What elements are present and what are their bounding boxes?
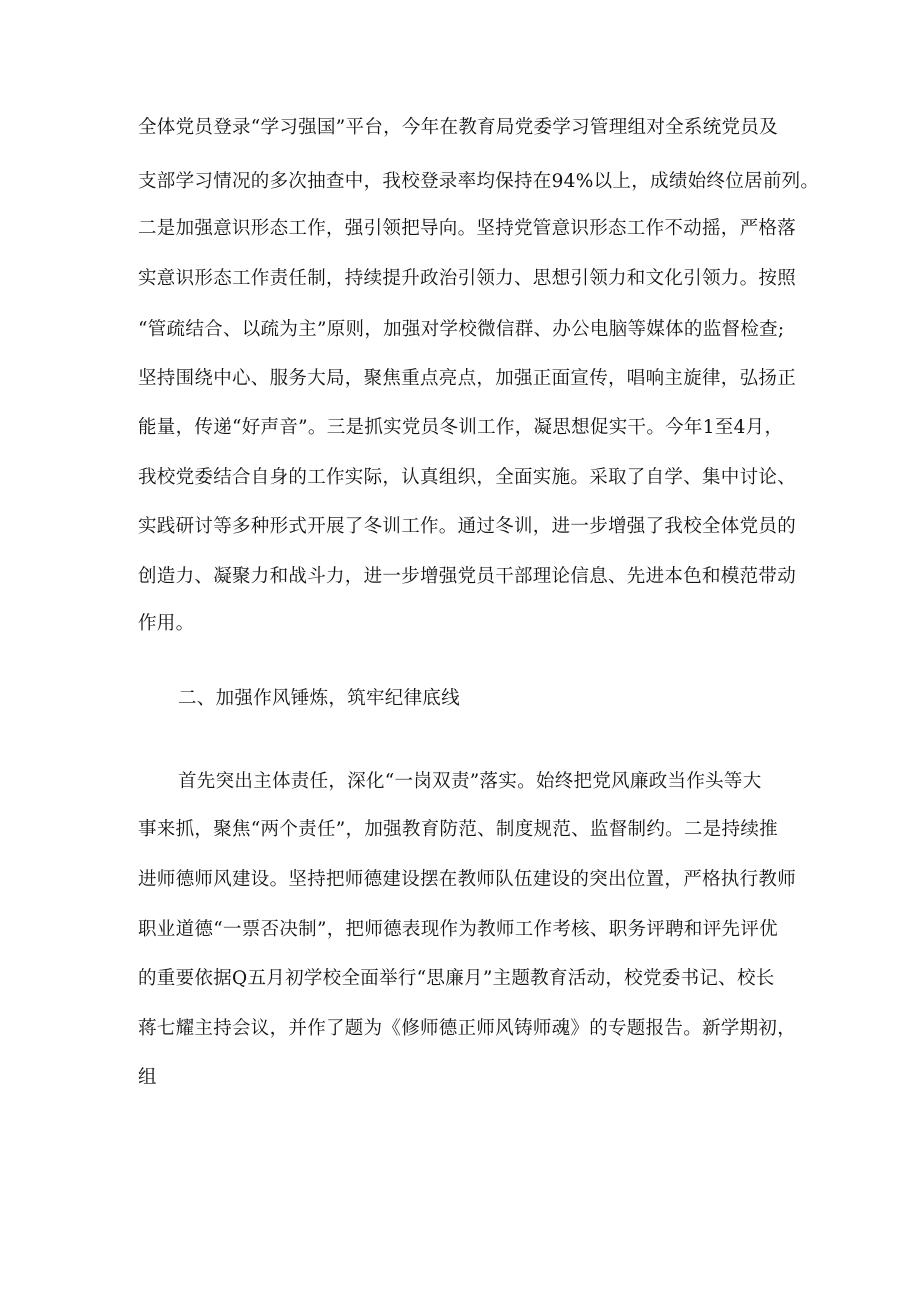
paragraph-line: 实践研讨等多种形式开展了冬训工作。通过冬训，进一步增强了我校全体党员的	[138, 516, 797, 537]
paragraph-line: 能量，传递“好声音”。三是抓实党员冬训工作，凝思想促实干。今年1至4月，	[138, 417, 784, 438]
paragraph-line: 创造力、凝聚力和战斗力，进一步增强党员干部理论信息、先进本色和模范带动	[138, 566, 797, 587]
paragraph-line: 首先突出主体责任，深化“一岗双责”落实。始终把党风廉政当作头等大	[178, 771, 762, 792]
section-heading: 二、加强作风锤炼，筑牢纪律底线	[178, 688, 461, 709]
paragraph-line: 支部学习情况的多次抽查中，我校登录率均保持在94%以上，成绩始终位居前列。	[138, 171, 820, 192]
paragraph-line: 全体党员登录“学习强国”平台，今年在教育局党委学习管理组对全系统党员及	[138, 117, 778, 138]
paragraph-line: 我校党委结合自身的工作实际，认真组织，全面实施。采取了自学、集中讨论、	[138, 467, 797, 488]
paragraph-line: 进师德师风建设。坚持把师德建设摆在教师队伍建设的突出位置，严格执行教师	[138, 869, 797, 890]
paragraph-line: 组	[138, 1067, 157, 1088]
paragraph-line: 二是加强意识形态工作，强引领把导向。坚持党管意识形态工作不动摇，严格落	[138, 218, 797, 239]
paragraph-line: 坚持围绕中心、服务大局，聚焦重点亮点，加强正面宣传，唱响主旋律，弘扬正	[138, 368, 797, 389]
paragraph-line: 作用。	[138, 613, 195, 634]
paragraph-line: 的重要依据Q五月初学校全面举行“思廉月”主题教育活动，校党委书记、校长	[138, 968, 775, 989]
paragraph-line: 实意识形态工作责任制，持续提升政治引领力、思想引领力和文化引领力。按照	[138, 268, 797, 289]
paragraph-line: 职业道德“一票否决制”，把师德表现作为教师工作考核、职务评聘和评先评优	[138, 919, 778, 940]
paragraph-line: 事来抓，聚焦“两个责任”，加强教育防范、制度规范、监督制约。二是持续推	[138, 819, 778, 840]
paragraph-line: “管疏结合、以疏为主”原则，加强对学校微信群、办公电脑等媒体的监督检查;	[138, 319, 785, 340]
paragraph-line: 蒋七耀主持会议，并作了题为《修师德正师风铸师魂》的专题报告。新学期初，	[138, 1018, 797, 1039]
